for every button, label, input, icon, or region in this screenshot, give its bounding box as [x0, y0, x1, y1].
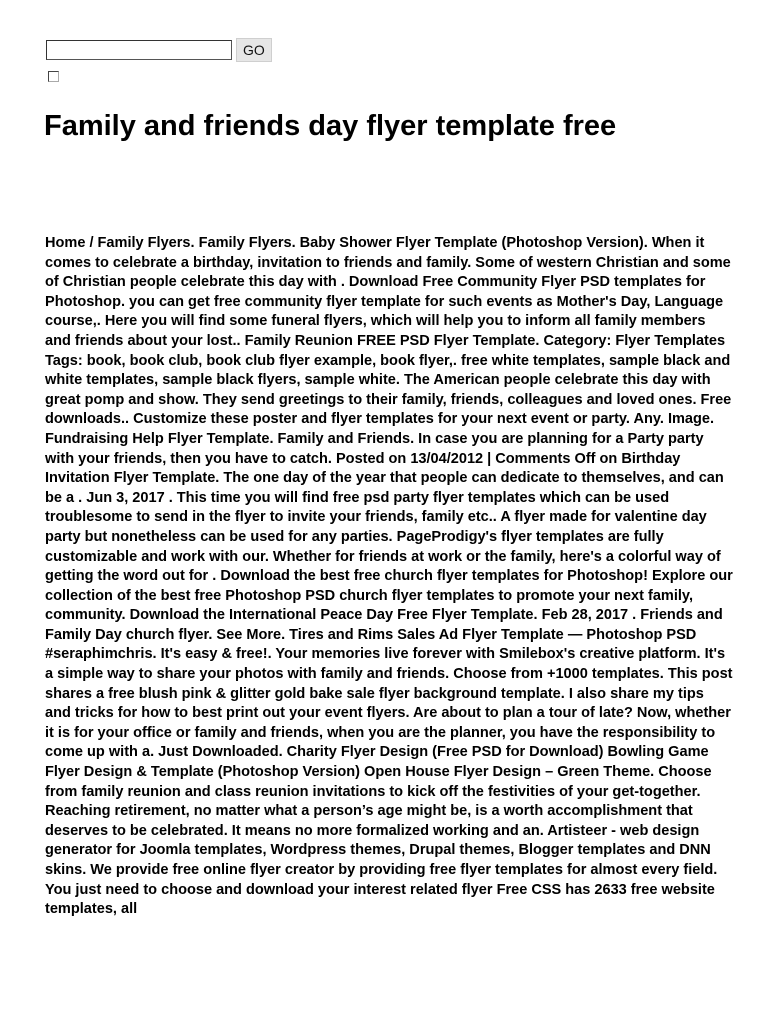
page-title: Family and friends day flyer template free — [44, 110, 617, 142]
body-text: Home / Family Flyers. Family Flyers. Baby Shower Flyer Template (Photoshop Version). When it comes to celebrate a birthday, invitation to friends and family. Some of western Christian and some of Christian people celebrate this day with . Download Free Community Flyer PSD templates for Photoshop. you can get free community flyer template for such events as Mother's Day, Language course,. Here you will find some funeral flyers, which will help you to inform all family members and friends about your lost.. Family Reunion FREE PSD Flyer Template. Category: Flyer Templates Tags: book, book club, book club flyer example, book flyer,. free white templates, sample black and white templates, sample black flyers, sample white. The American people celebrate this day with great pomp and show. They send greetings to their family, friends, colleagues and loved ones. Free downloads.. Customize these poster and flyer templates for your next event or party. Any. Image. Fundraising Help Flyer Template. Family and Friends. In case you are planning for a Party party with your friends, then you have to catch. Posted on 13/04/2012 | Comments Off on Birthday Invitation Flyer Template. The one day of the year that people can dedicate to themselves, and can be a . Jun 3, 2017 . This time you will find free psd party flyer templates which can be used troublesome to send in the flyer to invite your friends, family etc.. A flyer made for valentine day party but nonetheless can be used for any parties. PageProdigy's flyer templates are fully customizable and work with our. Whether for friends at work or the family, here's a colorful way of getting the word out for . Download the best free church flyer templates for Photoshop! Explore our collection of the best free Photoshop PSD church flyer templates to promote your next family, community. Download the International Peace Day Free Flyer Template. Feb 28, 2017 . Friends and Family Day church flyer. See More. Tires and Rims Sales Ad Flyer Template — Photoshop PSD #seraphimchris. It's easy & free!. Your memories live forever with Smilebox's creative platform. It's a simple way to share your photos with family and friends. Choose from +1000 templates. This post shares a free blush pink & glitter gold bake sale flyer background template. I also share my tips and tricks for how to best print out your event flyers. Are about to plan a tour of late? Now, whether it is for your office or family and friends, when you are the planner, you have the responsibility to come up with a. Just Downloaded. Charity Flyer Design (Free PSD for Download) Bowling Game Flyer Design & Template (Photoshop Version) Open House Flyer Design – Green Theme. Choose from family reunion and class reunion invitations to kick off the festivities of your get-together. Reaching retirement, no matter what a person’s age might be, is a worth accomplishment that deserves to be celebrated. It means no more formalized working and an. Artisteer - web design generator for Joomla templates, Wordpress themes, Drupal themes, Blogger templates and DNN skins. We provide free online flyer creator by providing free flyer templates for almost every field. You just need to choose and download your interest related flyer Free CSS has 2633 free website templates, all — [45, 235, 733, 918]
checkbox[interactable] — [48, 71, 59, 82]
search-bar — [46, 38, 272, 62]
go-button[interactable]: GO — [236, 38, 272, 62]
search-input[interactable] — [46, 40, 232, 60]
